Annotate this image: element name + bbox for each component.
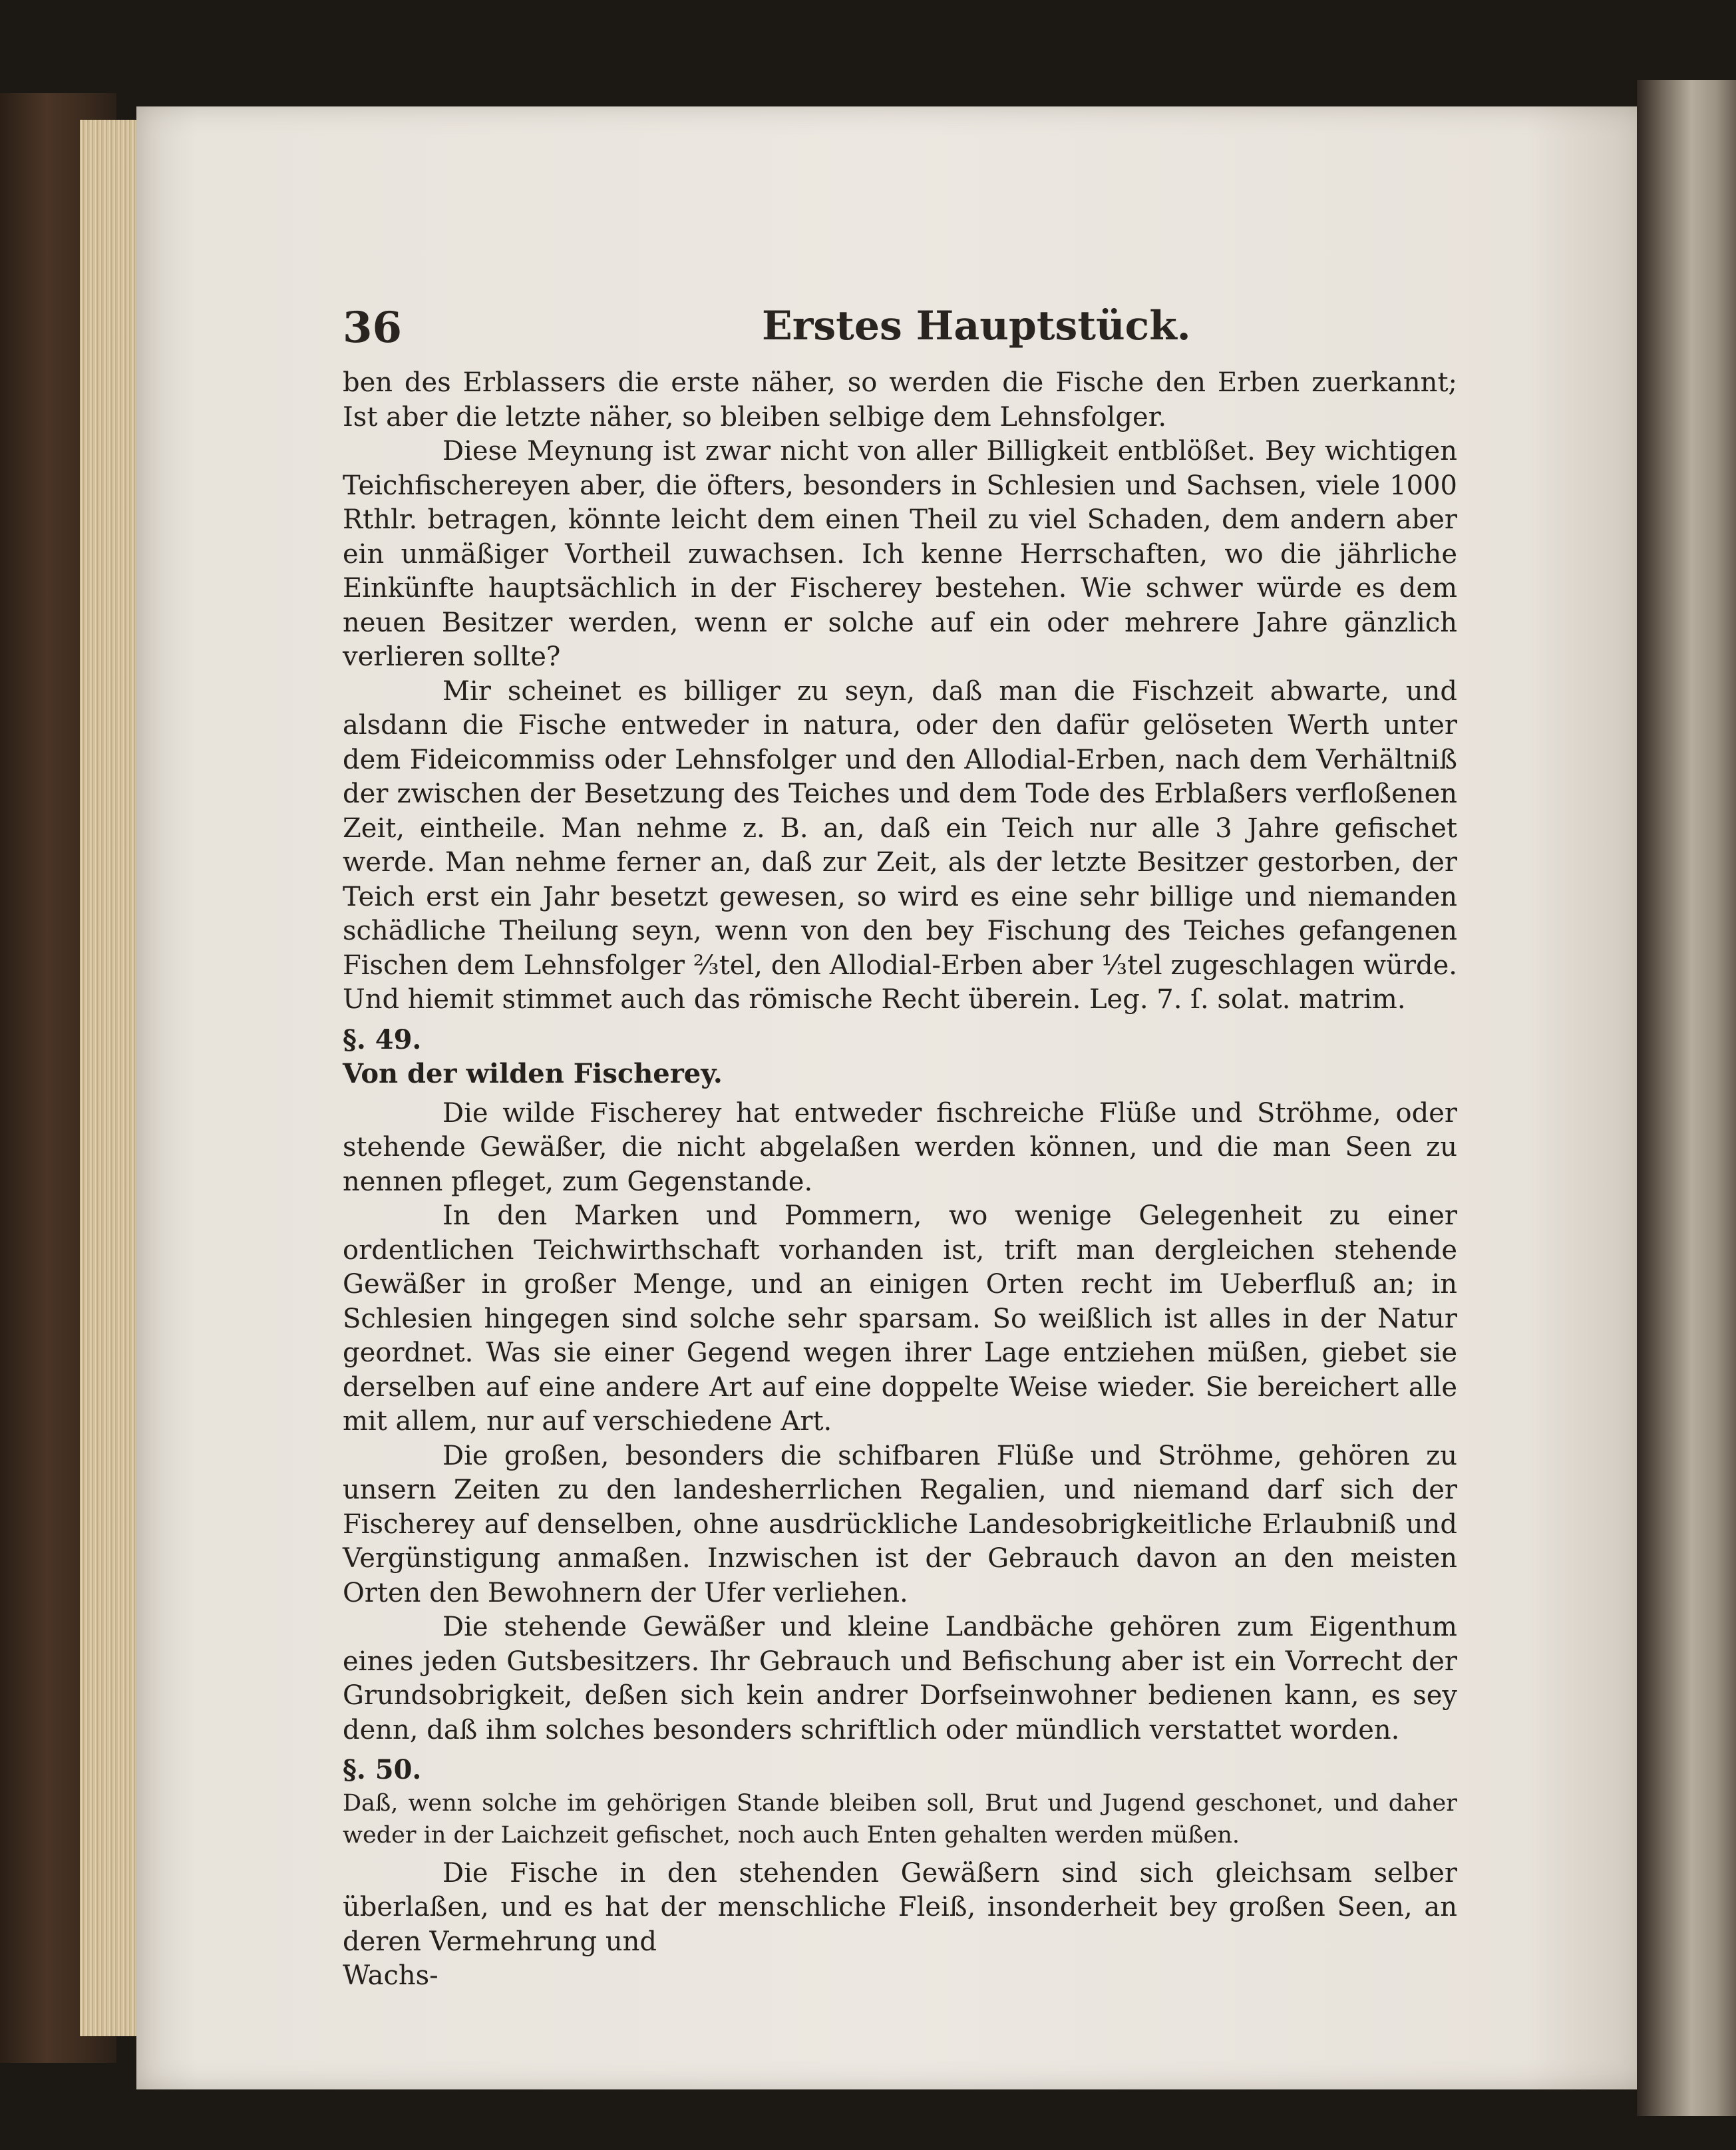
next-page-gutter [1637, 80, 1736, 2116]
paragraph: In den Marken und Pommern, wo wenige Gelegenheit zu einer ordentlichen Teichwirthschaft vorhanden ist, trift man dergleichen stehende Gewäßer in großer Menge, und an einigen Orten recht im Ueberfluß an; in Schlesien hingegen sind solche sehr sparsam. So weißlich ist alles in der Natur geordnet. Was sie einer Gegend wegen ihrer Lage entziehen müßen, giebet sie derselben auf eine andere Art auf eine doppelte Weise wieder. Sie bereichert alle mit allem, nur auf verschiedene Art. [343, 1200, 1457, 1437]
page-number: 36 [343, 303, 403, 353]
section-mark-50: §. 50. [343, 1754, 422, 1785]
paragraph: Die Fische in den stehenden Gewäßern sind sich gleichsam selber überlaßen, und es hat der menschliche Fleiß, insonderheit bey großen Seen, an deren Vermehrung und [343, 1857, 1457, 1957]
section-title-49: Von der wilden Fischerey. [343, 1058, 723, 1089]
section-mark-49: §. 49. [343, 1023, 422, 1055]
section-title-50: Daß, wenn solche im gehörigen Stande bleiben soll, Brut und Jugend geschonet, und daher weder in der Laichzeit gefischet, noch auch Enten gehalten werden müßen. [343, 1789, 1457, 1849]
paragraph: Die großen, besonders die schifbaren Flüße und Ströhme, gehören zu unsern Zeiten zu den landesherrlichen Regalien, und niemand darf sich der Fischerey auf denselben, ohne ausdrückliche Landesobrigkeitliche Erlaubniß und Vergünstigung anmaßen. Inzwischen ist der Gebrauch davon an den meisten Orten den Bewohnern der Ufer verliehen. [343, 1440, 1457, 1608]
main-text [343, 366, 1457, 1994]
paragraph: Diese Meynung ist zwar nicht von aller Billigkeit entblößet. Bey wichtigen Teichfischereyen aber, die öfters, besonders in Schlesien und Sachsen, viele 1000 Rthlr. betragen, könnte leicht dem einen Theil zu viel Schaden, dem andern aber ein unmäßiger Vortheil zuwachsen. Ich kenne Herrschaften, wo die jährliche Einkünfte hauptsächlich in der Fischerey bestehen. Wie schwer würde es dem neuen Besitzer werden, wenn er solche auf ein oder mehrere Jahre gänzlich verlieren sollte? [343, 436, 1457, 672]
catchword: Wachs- [343, 1960, 438, 1991]
page-header [343, 303, 1524, 363]
paragraph: Mir scheinet es billiger zu seyn, daß man die Fischzeit abwarte, und alsdann die Fische entweder in natura, oder den dafür gelöseten Werth unter dem Fideicommiss oder Lehnsfolger und den Allodial-Erben, nach dem Verhältniß der zwischen der Besetzung des Teiches und dem Tode des Erblaßers verfloßenen Zeit, eintheile. Man nehme z. B. an, daß ein Teich nur alle 3 Jahre gefischet werde. Man nehme ferner an, daß zur Zeit, als der letzte Besitzer gestorben, der Teich erst ein Jahr besetzt gewesen, so wird es eine sehr billige und niemanden schädliche Theilung seyn, wenn von den bey Fischung des Teiches gefangenen Fischen dem Lehnsfolger ⅔tel, den Allodial-Erben aber ⅓tel zugeschlagen würde. Und hiemit stimmet auch das römische Recht überein. Leg. 7. ſ. solat. matrim. [343, 675, 1457, 1015]
paragraph-continuation: ben des Erblassers die erste näher, so werden die Fische den Erben zuerkannt; Ist aber die letzte näher, so bleiben selbige dem Lehnsfolger. [343, 367, 1457, 433]
page-edges [80, 120, 140, 2036]
running-head: Erstes Hauptstück. [762, 303, 1191, 349]
paragraph: Die stehende Gewäßer und kleine Landbäche gehören zum Eigenthum eines jeden Gutsbesitzers. Ihr Gebrauch und Befischung aber ist ein Vorrecht der Grundsobrigkeit, deßen sich kein andrer Dorfseinwohner bedienen kann, es sey denn, daß ihm solches besonders schriftlich oder mündlich verstattet worden. [343, 1612, 1457, 1745]
paragraph: Die wilde Fischerey hat entweder fischreiche Flüße und Ströhme, oder stehende Gewäßer, die nicht abgelaßen werden können, und die man Seen zu nennen pfleget, zum Gegenstande. [343, 1097, 1457, 1197]
